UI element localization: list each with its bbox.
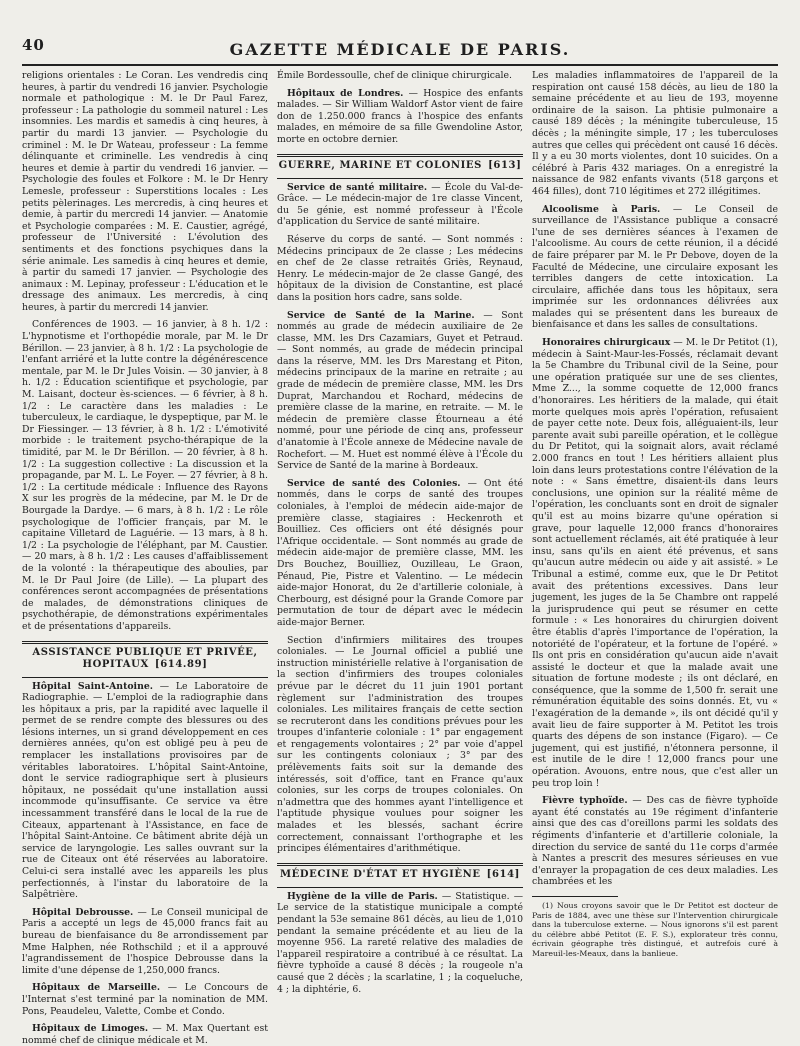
footnote-divider bbox=[532, 896, 618, 897]
section-title-assistance bbox=[22, 647, 268, 671]
text-columns bbox=[22, 70, 778, 1046]
page-header bbox=[22, 30, 778, 66]
article-entry bbox=[277, 635, 523, 855]
entry-text: — Des cas de fièvre typhoïde ayant été constatés au 19e régiment d'infanterie ainsi que des cas d'oreillons parmi les soldats des régiments d'infanterie et d'artillerie coloniale, la direction du service de santé du 11e corps d'armée à Nantes a prescrit des mesures sérieuses en vue d'enrayer la propagation de ces deux maladies. Les chambrées et les bbox=[532, 795, 778, 888]
section-code: [613] bbox=[488, 159, 522, 171]
article-entry bbox=[532, 337, 778, 789]
entry-title: Hôpitaux de Limoges. bbox=[32, 1023, 149, 1035]
column-3 bbox=[532, 70, 778, 1000]
section-divider bbox=[277, 863, 523, 866]
article-entry bbox=[277, 891, 523, 995]
article-entry bbox=[22, 907, 268, 977]
section-title-guerre bbox=[277, 160, 523, 172]
entry-text: — Ont été nommés, dans le corps de santé des troupes coloniales, à l'emploi de médecin aide-major de première classe, stagiaires : Heckenroth et Bouilliez. Ces officiers ont été désignés pour l'Afrique occidentale. — Sont nommés au grade de médecin aide-major de première classe, MM. les Drs Bouchez, Bouilliez, Ouzilleau, Le Graon, Pénaud, Pie, Pistre et Valentino. — Le médecin aide-major Honorat, du 2e d'artillerie coloniale, à Cherbourg, est désigné pour la Grande Comore par permutation de tour de départ avec le médecin aide-major Berner. bbox=[277, 477, 523, 628]
article-entry bbox=[532, 795, 778, 888]
entry-title: Service de Santé de la Marine. bbox=[287, 309, 475, 321]
section-title: GUERRE, MARINE ET COLONIES bbox=[278, 159, 482, 171]
section-title-medecine bbox=[277, 869, 523, 881]
section-divider bbox=[277, 178, 523, 179]
section-divider bbox=[22, 641, 268, 644]
entry-text: — École du Val-de-Grâce. — Le médecin-major de 1re classe Vincent, du 5e génie, est nommé professeur à l'École d'application du Service de santé militaire. bbox=[277, 181, 523, 228]
footnote: (1) Nous croyons savoir que le Dr Petitot est docteur de Paris de 1884, avec une thèse sur l'Intervention chirurgicale dans la tuberculose externe. — Nous ignorons s'il est parent du célèbre abbé Petitot (E. F. S.), explorateur très connu, écrivain géographe très distingué, et autrefois curé à Mareuil-les-Meaux, dans la banlieue. bbox=[532, 900, 778, 958]
entry-text: — Le Conseil municipal de Paris a accepté un legs de 45,000 francs fait au bureau de bienfaisance du 8e arrondissement par Mme Halphen, née Rothschild ; et il a approuvé l'agrandissement de l'hospice Debrousse dans la limite d'une dépense de 1,250,000 francs. bbox=[22, 906, 268, 976]
article-entry bbox=[277, 234, 523, 304]
entry-text: — Le Concours de l'Internat s'est terminé par la nomination de MM. Pons, Peaudeleu, Valette, Combe et Condo. bbox=[22, 982, 268, 1017]
page-number: 40 bbox=[22, 36, 45, 54]
entry-text: Réserve du corps de santé. — Sont nommés : Médecins principaux de 2e classe ; Les médecins en chef de 2e classe retraités Griès, Reynaud, Henry. Le médecin-major de 2e classe Gangé, des hôpitaux de la division de Constantine, est placé dans la position hors cadre, sans solde. bbox=[277, 233, 523, 303]
paragraph: Les maladies inflammatoires de l'appareil de la respiration ont causé 158 décès, au lieu de 180 la semaine précédente et au lieu de 193, moyenne ordinaire de la saison. La phtisie pulmonaire a causé 189 décès ; la méningite tuberculeuse, 15 décès ; la méningite simple, 17 ; les tuberculoses autres que celles qui précèdent ont causé 16 décès. Il y a eu 30 morts violentes, dont 10 suicides. On a célébré à Paris 432 mariages. On a enregistré la naissance de 982 enfants vivants (518 garçons et 464 filles), dont 710 légitimes et 272 illégitimes. bbox=[532, 70, 778, 197]
paragraph: religions orientales : Le Coran. Les vendredis cinq heures, à partir du vendredi 16 janvier. Psychologie normale et pathologique : M. le Dr Paul Farez, professeur : La pathologie du sommeil naturel : Les insomnies. Les mardis et samedis à cinq heures, à partir du mardi 13 janvier. — Psychologie du criminel : M. le Dr Wateau, professeur : La femme délinquante et criminelle. Les vendredis à cinq heures et demie à partir du vendredi 16 janvier. — Psychologie des foules et Folkore : M. le Dr Henry Lemesle, professeur : Superstitions locales : Les petits pèlerinages. Les mercredis, à cinq heures et demie, à partir du mercredi 14 janvier. — Anatomie et Psychologie comparées : M. E. Caustier, agrégé, professeur de l'Université : L'évolution des sentiments et des fonctions psychiques dans la série animale. Les samedis à cinq heures et demie, à partir du samedi 17 janvier. — Psychologie des animaux : M. Lepinay, professeur : L'éducation et le dressage des animaux. Les mercredis, à cinq heures, à partir du mercredi 14 janvier. bbox=[22, 70, 268, 313]
article-entry bbox=[22, 1023, 268, 1046]
section-divider bbox=[22, 677, 268, 678]
entry-title: Hôpitaux de Londres. bbox=[287, 87, 404, 99]
section-code: [614] bbox=[486, 868, 521, 880]
paragraph: Émile Bordessoulle, chef de clinique chirurgicale. bbox=[277, 70, 512, 81]
article-entry bbox=[22, 982, 268, 1017]
entry-title: Hôpitaux de Marseille. bbox=[32, 982, 161, 994]
entry-title: Hygiène de la ville de Paris. bbox=[287, 890, 438, 902]
entry-title: Service de santé militaire. bbox=[287, 181, 428, 193]
entry-title: Service de santé des Colonies. bbox=[287, 477, 461, 489]
entry-title: Fièvre typhoïde. bbox=[542, 795, 628, 807]
entry-text: — Sont nommés au grade de médecin auxiliaire de 2e classe, MM. les Drs Cazamiars, Guyet et Petraud. — Sont nommés, au grade de médecin principal dans la réserve, MM. les Drs Marestang et Piton, médecins principaux de la marine en retraite ; au grade de médecin de première classe, MM. les Drs Duprat, Marchandou et Rochard, médecins de première classe de la marine, en retraite. — M. le médecin de première classe Étourneau a été nommé, pour une période de cinq ans, professeur d'anatomie à l'École annexe de Médecine navale de Rochefort. — M. Huet est nommé élève à l'École du Service de Santé de la marine à Bordeaux. bbox=[277, 309, 524, 472]
entry-text: — Le Laboratoire de Radiographie. — L'emploi de la radiographie dans les hôpitaux a pris, par la rapidité avec laquelle il permet de se rendre compte des blessures ou des lésions internes, un si grand développement en ces dernières années, qu'on est obligé peu à peu de remplacer les installations provisoires par de véritables laboratoires. L'hôpital Saint-Antoine, dont le service radiographique sert à plusieurs hôpitaux, ne possédait qu'une installation aussi incommode qu'insuffisante. Ce service va être incessamment transféré dans le local de la rue de Citeaux, appartenant à l'Assistance, en face de l'hôpital Saint-Antoine. Ce bâtiment abrite déjà un service de laryngologie. Les salles ouvrant sur la rue de Citeaux ont été réservées au laboratoire. Celui-ci sera installé avec les appareils les plus perfectionnés, à l'instar du laboratoire de la Salpêtrière. bbox=[22, 680, 268, 901]
entry-text: — Hospice des enfants malades. — Sir William Waldorf Astor vient de faire don de 1.250.000 francs à l'hospice des enfants malades, en mémoire de sa fille Gwendoline Astor, morte en octobre dernier. bbox=[277, 87, 524, 145]
article-entry bbox=[532, 204, 778, 332]
entry-text: — M. Max Quertant est nommé chef de clinique médicale et M. bbox=[22, 1023, 268, 1046]
entry-text: — M. le Dr Petitot (1), médecin à Saint-Maur-les-Fossés, réclamait devant la 5e Chambre du Tribunal civil de la Seine, pour une opération pratiquée sur une de ses clientes, Mme Z..., la somme coquette de 12,000 francs d'honoraires. Les héritiers de la malade, qui était morte quelques mois après l'opération, refusaient de payer cette note. Deux fois, alléguaient-ils, leur parente avait subi pareille opération, et le collègue du Dr Petitot, qui la soignait alors, avait réclamé 2.000 francs en tout ! Les héritiers allaient plus loin dans leurs protestations contre l'élévation de la note : « Sans émettre, disaient-ils dans leurs conclusions, une opinion sur la réalité même de l'opération, les concluants sont en droit de signaler qu'il est au moins bizarre qu'une opération si grave, pour laquelle 12,000 francs d'honoraires sont actuellement réclamés, ait été pratiquée à leur insu, sans qu'ils en aient été prévenus, et sans qu'aucun autre médecin ou aide y ait assisté. » Le Tribunal a estimé, comme eux, que le Dr Petitot avait des prétentions excessives. Dans leur jugement, les juges de la 5e Chambre ont rappelé la jurisprudence qui peut se résumer en cette formule : « Les honoraires du chirurgien doivent être établis d'après l'importance de l'opération, la notoriété de l'opérateur, et la fortune de l'opéré. » Ils ont pris en considération qu'aucun aide n'avait assisté le docteur et que la malade avait une situation de fortune modeste ; ils ont déclaré, en conséquence, que la somme de 1,500 fr. serait une rémunération équitable des soins donnés. Et, vu « l'exagération de la demande », ils ont décidé qu'il y avait lieu de faire supporter à M. Petitot les trois quarts des dépens de son instance (Figaro). — Ce jugement, qui est justifié, n'étonnera personne, il est inutile de le dire ! 12,000 francs pour une opération. Avouons, entre nous, que c'est aller un peu trop loin ! bbox=[532, 337, 778, 789]
entry-text: Section d'infirmiers militaires des troupes coloniales. — Le Journal officiel a publié une instruction ministérielle relative à l'organisation de la section d'infirmiers des troupes coloniales prévue par le décret du 11 juin 1901 portant règlement sur l'administration des troupes coloniales. Les militaires français de cette section se recruteront dans les conditions prévues pour les troupes d'infanterie coloniale : 1° par engagement et rengagements volontaires ; 2° par voie d'appel sur les contingents coloniaux ; 3° par des prélèvements faits soit sur la demande des intéressés, soit d'office, tant en France qu'aux colonies, sur les corps de troupes coloniales. On n'admettra que des hommes ayant l'intelligence et l'aptitude physique voulues pour soigner les malades et les blessés, sachant écrire correctement, connaissant l'orthographe et les principes élémentaires d'arithmétique. bbox=[277, 634, 523, 855]
entry-title: Hôpital Debrousse. bbox=[32, 906, 134, 918]
entry-title: Honoraires chirurgicaux bbox=[542, 337, 671, 349]
section-title-line-2: HOPITAUX bbox=[82, 658, 149, 670]
section-divider bbox=[277, 887, 523, 888]
entry-title: Alcoolisme à Paris. bbox=[542, 203, 661, 215]
entry-text: — Statistique. — Le service de la statistique municipale a compté pendant la 53e semaine 861 décès, au lieu de 1,010 pendant la semaine précédente et au lieu de la moyenne 956. La rareté relative des maladies de l'appareil respiratoire a contribué à ce résultat. La fièvre typhoïde a causé 8 décès ; la rougeole n'a causé que 2 décès ; la scarlatine, 1 ; la coqueluche, 4 ; la diphtérie, 6. bbox=[277, 890, 523, 995]
article-entry bbox=[22, 681, 268, 901]
article-entry bbox=[277, 478, 523, 629]
entry-title: Hôpital Saint-Antoine. bbox=[32, 680, 154, 692]
column-1 bbox=[22, 70, 268, 1046]
column-2 bbox=[277, 70, 523, 1000]
section-title-line-1: ASSISTANCE PUBLIQUE ET PRIVÉE, bbox=[32, 646, 258, 658]
entry-text: — Le Conseil de surveillance de l'Assistance publique a consacré l'une de ses dernières séances à l'examen de l'alcoolisme. Au cours de cette réunion, il a décidé de faire préparer par M. le Pr Debove, doyen de la Faculté de Médecine, une circulaire exposant les terribles dangers de cette intoxication. La circulaire, affichée dans tous les hôpitaux, sera imprimée sur les ordonnances délivrées aux malades qui se présentent dans les bureaux de bienfaisance et dans les salles de consultations. bbox=[532, 203, 778, 331]
article-entry bbox=[277, 182, 523, 228]
section-code: [614.89] bbox=[154, 658, 208, 670]
article-entry bbox=[277, 310, 523, 472]
paragraph: Conférences de 1903. — 16 janvier, à 8 h. 1/2 : L'hypnotisme et l'orthopédie morale, par M. le Dr Bérillon. — 23 janvier, à 8 h. 1/2 : La psychologie de l'enfant arriéré et la lutte contre la dégénérescence mentale, par M. le Dr Jules Voisin. — 30 janvier, à 8 h. 1/2 : Éducation scientifique et psychologie, par M. Laisant, docteur ès-sciences. — 6 février, à 8 h. 1/2 : Le caractère dans les maladies : Le tuberculeux, le cardiaque, le dyspeptique, par M. le Dr Fiessinger. — 13 février, à 8 h. 1/2 : L'émotivité morbide : le traitement psycho-thérapique de la timidité, par M. le Dr Bérillon. — 20 février, à 8 h. 1/2 : La suggestion collective : La discussion et la propagande, par M. L. Le Foyer. — 27 février, à 8 h. 1/2 : La certitude médicale : Influence des Rayons X sur les progrès de la médecine, par M. le Dr de Bourgade la Dardye. — 6 mars, à 8 h. 1/2 : Le rôle psychologique de l'officier français, par M. le capitaine Villetard de Laguérie. — 13 mars, à 8 h. 1/2 : La psychologie de l'éléphant, par M. Caustier. — 20 mars, à 8 h. 1/2 : Les causes d'affaiblissement de la volonté : la thérapeutique des aboulies, par M. le Dr Paul Joire (de Lille). — La plupart des conférences seront accompagnées de présentations de malades, de démonstrations cliniques de psychothérapie, de démonstrations expérimentales et de présentations d'appareils. bbox=[22, 319, 268, 632]
section-title: MÉDECINE D'ÉTAT ET HYGIÈNE bbox=[279, 868, 481, 880]
section-divider bbox=[277, 154, 523, 157]
running-title: GAZETTE MÉDICALE DE PARIS. bbox=[229, 40, 571, 59]
article-entry bbox=[277, 88, 523, 146]
